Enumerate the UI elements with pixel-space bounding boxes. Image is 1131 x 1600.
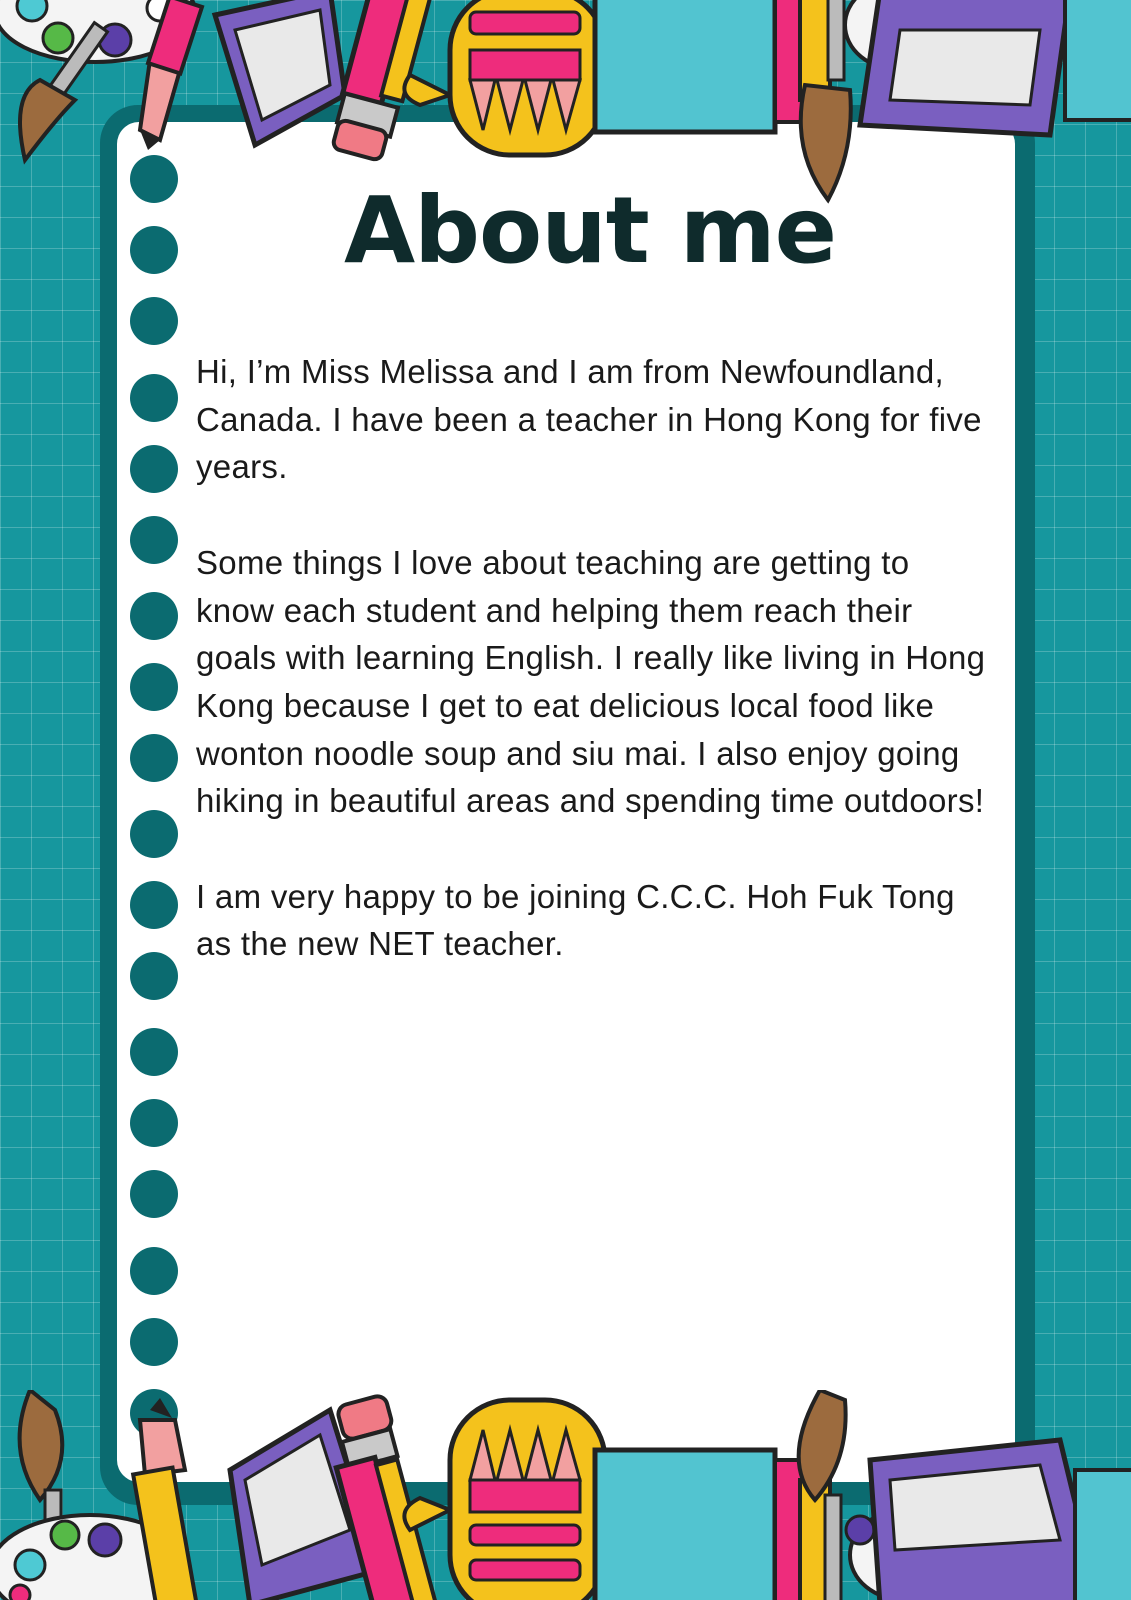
closing-paragraph: I am very happy to be joining C.C.C. Hoh Fuk Tong as the new NET teacher.	[196, 877, 955, 963]
binder-hole	[130, 516, 178, 564]
binder-holes	[130, 155, 178, 1455]
binder-hole	[130, 734, 178, 782]
binder-hole	[130, 1170, 178, 1218]
notebook-icon	[595, 1450, 830, 1600]
binder-hole	[130, 1028, 178, 1076]
stationery-decoration-bottom	[0, 1390, 1131, 1600]
binder-hole	[130, 1099, 178, 1147]
calculator-icon	[860, 0, 1131, 135]
calculator-icon	[870, 1440, 1131, 1600]
binder-hole	[130, 1318, 178, 1366]
binder-hole	[130, 374, 178, 422]
binder-hole	[130, 1247, 178, 1295]
notebook-icon	[595, 0, 830, 132]
binder-hole	[130, 952, 178, 1000]
binder-hole	[130, 881, 178, 929]
tablet-icon	[215, 0, 345, 145]
about-text	[196, 348, 996, 1016]
page-title: About me	[343, 177, 837, 284]
teaching-paragraph: Some things I love about teaching are getting to know each student and helping them reach their goals with learning English. I really like living in Hong Kong because I get to eat delicious local food like wonton noodle soup and siu mai. I also enjoy going hiking in beautiful areas and spending time outdoors!	[196, 543, 986, 820]
binder-hole	[130, 663, 178, 711]
binder-hole	[130, 592, 178, 640]
binder-hole	[130, 445, 178, 493]
binder-hole	[130, 297, 178, 345]
binder-hole	[130, 226, 178, 274]
binder-hole	[130, 810, 178, 858]
intro-paragraph: Hi, I’m Miss Melissa and I am from Newfoundland, Canada. I have been a teacher in Hong Kong for five years.	[196, 353, 982, 486]
